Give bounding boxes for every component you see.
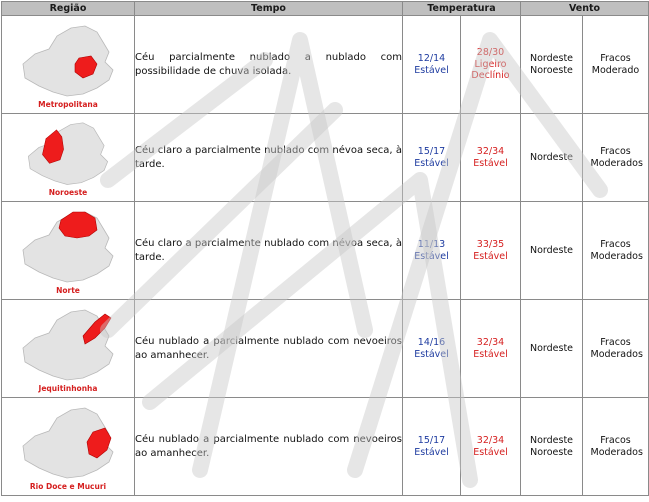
temp-max-value: 32/34 <box>476 435 505 446</box>
wind-intensity-text: Fracos Moderados <box>590 435 643 458</box>
wind-direction-text: Nordeste Noroeste <box>529 53 574 76</box>
wind-intensity-text: Fracos Moderados <box>590 146 643 169</box>
region-map-rio-doce-mucuri <box>5 398 131 482</box>
region-map-noroeste <box>5 114 131 188</box>
header-tempo: Tempo <box>135 2 403 16</box>
table-row <box>2 398 649 496</box>
temp-min-trend: Estável <box>414 250 449 262</box>
wind-direction <box>521 202 583 300</box>
temp-min-value: 11/13 <box>417 239 446 250</box>
temp-max-value: 32/34 <box>476 146 505 157</box>
temp-max-cell <box>461 114 521 202</box>
temp-min-cell <box>403 398 461 496</box>
temp-max-value: 33/35 <box>476 239 505 250</box>
wind-direction <box>521 300 583 398</box>
wind-intensity <box>583 398 649 496</box>
temp-max-value: 28/30 <box>476 47 505 59</box>
temp-min-trend: Estável <box>414 348 449 360</box>
temp-min-cell <box>403 16 461 114</box>
region-cell <box>2 16 135 114</box>
temp-max-cell <box>461 398 521 496</box>
temp-max-trend: Ligeiro Declínio <box>471 58 510 82</box>
temp-max-cell <box>461 300 521 398</box>
wind-intensity-text: Fracos Moderados <box>590 239 643 262</box>
temp-max-trend: Estável <box>473 157 508 169</box>
header-vento: Vento <box>521 2 649 16</box>
wind-intensity <box>583 114 649 202</box>
tempo-text: Céu nublado a parcialmente nublado com nevoeiros ao amanhecer. <box>135 300 403 398</box>
table-row <box>2 16 649 114</box>
temp-max-trend: Estável <box>473 348 508 360</box>
region-cell <box>2 202 135 300</box>
wind-direction <box>521 16 583 114</box>
region-cell <box>2 300 135 398</box>
region-cell <box>2 114 135 202</box>
temp-max-trend: Estável <box>473 446 508 458</box>
region-map-jequitinhonha <box>5 300 131 384</box>
region-name: Metropolitana <box>38 100 98 109</box>
wind-intensity-text: Fracos Moderado <box>591 53 640 76</box>
temp-min-trend: Estável <box>414 64 449 76</box>
temp-max-cell <box>461 16 521 114</box>
wind-direction-text: Nordeste <box>529 244 574 256</box>
wind-intensity <box>583 300 649 398</box>
tempo-text: Céu nublado a parcialmente nublado com nevoeiros ao amanhecer. <box>135 398 403 496</box>
temp-min-trend: Estável <box>414 157 449 169</box>
temp-max-value: 32/34 <box>476 337 505 348</box>
wind-intensity-text: Fracos Moderados <box>590 337 643 360</box>
wind-direction-text: Nordeste <box>529 342 574 354</box>
temp-min-value: 14/16 <box>417 337 446 348</box>
temp-min-cell <box>403 114 461 202</box>
tempo-text: Céu parcialmente nublado a nublado com possibilidade de chuva isolada. <box>135 16 403 114</box>
temp-min-value: 15/17 <box>417 435 446 446</box>
region-name: Norte <box>56 286 80 295</box>
wind-direction <box>521 114 583 202</box>
forecast-table <box>1 1 649 496</box>
temp-min-cell <box>403 202 461 300</box>
temp-min-trend: Estável <box>414 446 449 458</box>
region-name: Rio Doce e Mucuri <box>29 482 107 491</box>
wind-intensity <box>583 202 649 300</box>
wind-direction <box>521 398 583 496</box>
region-name: Jequitinhonha <box>38 384 98 393</box>
region-map-norte <box>5 202 131 286</box>
tempo-text: Céu claro a parcialmente nublado com névoa seca, à tarde. <box>135 114 403 202</box>
header-temperatura: Temperatura <box>403 2 521 16</box>
table-row <box>2 202 649 300</box>
table-row <box>2 114 649 202</box>
wind-direction-text: Nordeste Noroeste <box>529 435 574 458</box>
header-regiao: Região <box>2 2 135 16</box>
header-row <box>2 2 649 16</box>
temp-max-cell <box>461 202 521 300</box>
temp-max-trend: Estável <box>473 250 508 262</box>
wind-direction-text: Nordeste <box>529 151 574 163</box>
tempo-text: Céu claro a parcialmente nublado com névoa seca, à tarde. <box>135 202 403 300</box>
wind-intensity <box>583 16 649 114</box>
temp-min-value: 15/17 <box>417 146 446 157</box>
region-name: Noroeste <box>48 188 88 197</box>
temp-min-cell <box>403 300 461 398</box>
region-map-metropolitana <box>5 16 131 100</box>
temp-min-value: 12/14 <box>417 53 446 64</box>
region-cell <box>2 398 135 496</box>
table-row <box>2 300 649 398</box>
